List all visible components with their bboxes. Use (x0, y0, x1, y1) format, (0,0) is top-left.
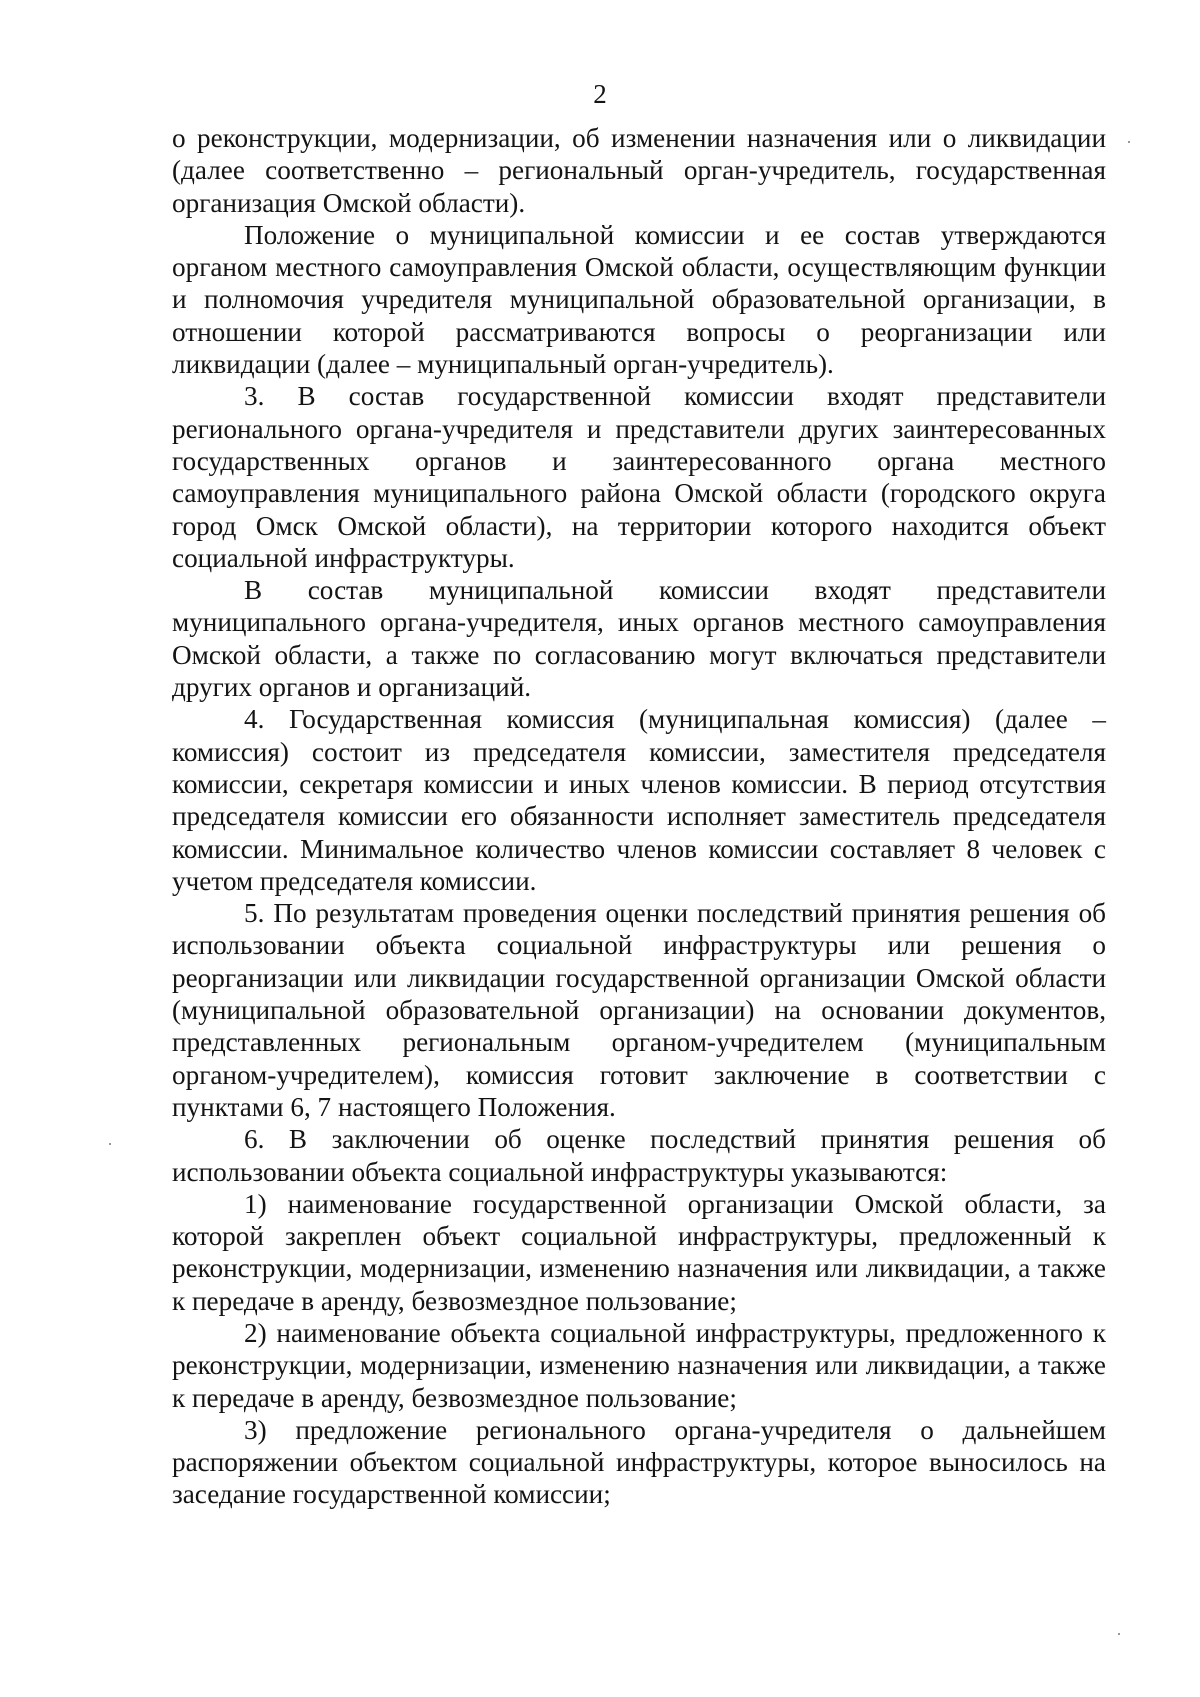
paragraph-item-5: 5. По результатам проведения оценки последствий принятия решения об использовании объекта социальной инфраструктуры или решения о реорганизации или ликвидации государственной организации Омской области (муниципальной образовательной организации) на основании документов, представленных региональным органом-учредителем (муниципальным органом-учредителем), комиссия готовит заключение в соответствии с пунктами 6, 7 настоящего Положения. (172, 898, 1106, 1122)
paragraph-subitem-2: 2) наименование объекта социальной инфраструктуры, предложенного к реконструкции, модернизации, изменению назначения или ликвидации, а также к передаче в аренду, безвозмездное пользование; (172, 1317, 1106, 1413)
paragraph-continuation: о реконструкции, модернизации, об изменении назначения или о ликвидации (далее соответственно – региональный орган-учредитель, государственная организация Омской области). (172, 123, 1106, 218)
paragraph-item-4: 4. Государственная комиссия (муниципальная комиссия) (далее – комиссия) состоит из председателя комиссии, заместителя председателя комиссии, секретаря комиссии и иных членов комиссии. В период отсутствия председателя комиссии его обязанности исполняет заместитель председателя комиссии. Минимальное количество членов комиссии составляет 8 человек с учетом председателя комиссии. (172, 704, 1106, 896)
paragraph-item-3: 3. В состав государственной комиссии входят представители регионального органа-учредителя и представители других заинтересованных государственных органов и заинтересованного органа местного самоуправления муниципального района Омской области (городского округа город Омск Омской области), на территории которого находится объект социальной инфраструктуры. (172, 381, 1106, 573)
paragraph-subitem-3: 3) предложение регионального органа-учредителя о дальнейшем распоряжении объектом социальной инфраструктуры, которое выносилось на заседание государственной комиссии; (172, 1414, 1106, 1510)
scan-speck (1128, 141, 1130, 143)
paragraph-subitem-1: 1) наименование государственной организации Омской области, за которой закреплен объект социальной инфраструктуры, предложенный к реконструкции, модернизации, изменению назначения или ликвидации, а также к передаче в аренду, безвозмездное пользование; (172, 1188, 1106, 1316)
scan-speck (109, 1143, 111, 1145)
paragraph-municipal-commission-statute: Положение о муниципальной комиссии и ее состав утверждаются органом местного самоуправления Омской области, осуществляющим функции и полномочия учредителя муниципальной образовательной организации, в отношении которой рассматриваются вопросы о реорганизации или ликвидации (далее – муниципальный орган-учредитель). (172, 219, 1106, 380)
paragraph-municipal-commission-members: В состав муниципальной комиссии входят представители муниципального органа-учредителя, иных органов местного самоуправления Омской области, а также по согласованию могут включаться представители других органов и организаций. (172, 575, 1106, 703)
paragraph-item-6: 6. В заключении об оценке последствий принятия решения об использовании объекта социальной инфраструктуры указываются: (172, 1124, 1106, 1187)
page-number: 2 (593, 79, 607, 109)
document-body (172, 122, 1106, 1511)
scan-speck (1118, 1633, 1120, 1635)
